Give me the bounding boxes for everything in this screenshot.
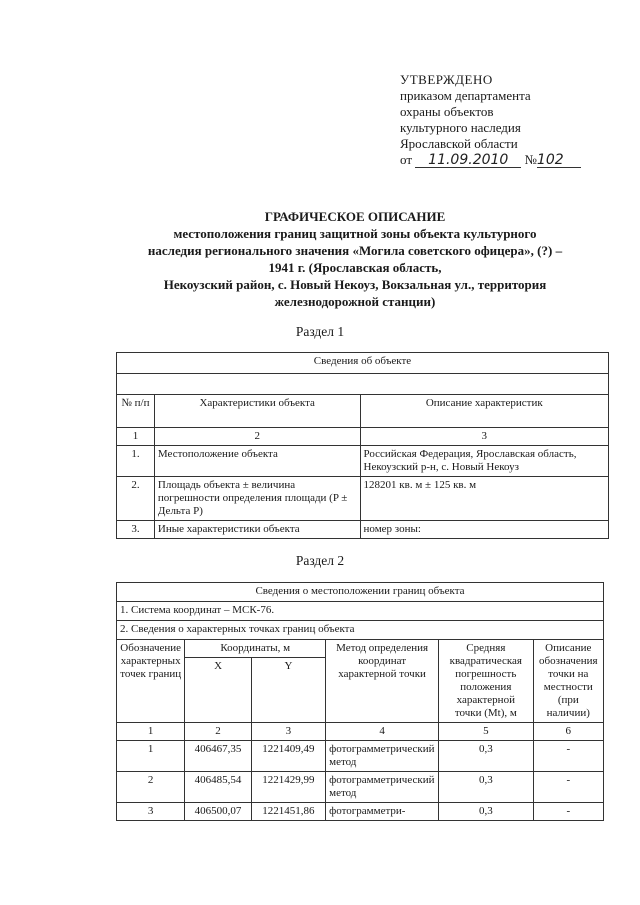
point-x: 406467,35 xyxy=(185,741,251,772)
handwritten-date: 11.09.2010 xyxy=(415,153,521,168)
point-id: 2 xyxy=(117,772,185,803)
spacer-cell xyxy=(117,374,609,395)
row-desc: Российская Федерация, Ярославская область, Некоузский р-н, с. Новый Некоуз xyxy=(360,446,608,477)
index-cell: 4 xyxy=(326,723,439,741)
index-cell: 2 xyxy=(185,723,251,741)
section-2-heading: Раздел 2 xyxy=(295,553,345,568)
points-caption: 2. Сведения о характерных точках границ объекта xyxy=(117,621,604,640)
approval-line: культурного наследия xyxy=(400,120,521,135)
index-cell: 6 xyxy=(533,723,603,741)
point-y: 1221429,99 xyxy=(251,772,325,803)
point-method: фотограмметри- xyxy=(326,803,439,821)
boundary-caption: Сведения о местоположении границ объекта xyxy=(117,583,604,602)
header-error: Средняя квадратическая погрешность положения характерной точки (Mt), м xyxy=(439,640,534,723)
point-x: 406485,54 xyxy=(185,772,251,803)
handwritten-number: 102 xyxy=(537,153,581,168)
point-y: 1221451,86 xyxy=(251,803,325,821)
point-mt: 0,3 xyxy=(439,803,534,821)
boundary-points-table xyxy=(116,582,604,821)
point-id: 3 xyxy=(117,803,185,821)
index-cell: 1 xyxy=(117,428,155,446)
title-line: местоположения границ защитной зоны объекта культурного xyxy=(173,226,537,241)
row-num: 2. xyxy=(117,477,155,521)
point-mt: 0,3 xyxy=(439,772,534,803)
table-caption-row xyxy=(117,583,604,602)
header-char: Характеристики объекта xyxy=(154,395,360,428)
header-num: № п/п xyxy=(117,395,155,428)
approval-block xyxy=(400,72,581,168)
approval-line: приказом департамента xyxy=(400,88,531,103)
table-index-row xyxy=(117,428,609,446)
table-row xyxy=(117,772,604,803)
number-label: № xyxy=(524,152,537,167)
table-caption-row xyxy=(117,353,609,374)
section-1-heading: Раздел 1 xyxy=(295,324,345,339)
header-method: Метод определения координат характерной точки xyxy=(326,640,439,723)
index-cell: 3 xyxy=(360,428,608,446)
table-row xyxy=(117,477,609,521)
header-desc: Описание обозначения точки на местности (при наличии) xyxy=(533,640,603,723)
table-coord-system-row xyxy=(117,602,604,621)
document-title xyxy=(100,208,610,310)
row-desc: номер зоны: xyxy=(360,521,608,539)
table-header-row xyxy=(117,395,609,428)
table-row xyxy=(117,446,609,477)
point-method: фотограмметрический метод xyxy=(326,741,439,772)
header-designation: Обозначение характерных точек границ xyxy=(117,640,185,723)
header-y: Y xyxy=(251,658,325,723)
row-num: 3. xyxy=(117,521,155,539)
title-line: 1941 г. (Ярославская область, xyxy=(268,260,442,275)
table-row xyxy=(117,741,604,772)
table-row xyxy=(117,803,604,821)
point-desc: - xyxy=(533,772,603,803)
title-line: ГРАФИЧЕСКОЕ ОПИСАНИЕ xyxy=(264,209,446,224)
from-label: от xyxy=(400,152,413,167)
header-desc: Описание характеристик xyxy=(360,395,608,428)
header-x: X xyxy=(185,658,251,723)
row-num: 1. xyxy=(117,446,155,477)
table-index-row xyxy=(117,723,604,741)
object-info-table xyxy=(116,352,609,539)
title-line: наследия регионального значения «Могила советского офицера», (?) – xyxy=(147,243,563,258)
point-x: 406500,07 xyxy=(185,803,251,821)
table-header-row xyxy=(117,640,604,658)
index-cell: 1 xyxy=(117,723,185,741)
point-desc: - xyxy=(533,803,603,821)
approval-line: охраны объектов xyxy=(400,104,494,119)
point-mt: 0,3 xyxy=(439,741,534,772)
point-id: 1 xyxy=(117,741,185,772)
index-cell: 3 xyxy=(251,723,325,741)
table-spacer-row xyxy=(117,374,609,395)
approval-order-line xyxy=(400,152,581,168)
title-line: Некоузский район, с. Новый Некоуз, Вокзальная ул., территория xyxy=(163,277,547,292)
table-row xyxy=(117,521,609,539)
title-line: железнодорожной станции) xyxy=(274,294,436,309)
index-cell: 5 xyxy=(439,723,534,741)
table-points-caption-row xyxy=(117,621,604,640)
row-char: Местоположение объекта xyxy=(154,446,360,477)
approval-line: Ярославской области xyxy=(400,136,518,151)
index-cell: 2 xyxy=(154,428,360,446)
object-info-caption: Сведения об объекте xyxy=(117,353,609,374)
point-y: 1221409,49 xyxy=(251,741,325,772)
row-char: Площадь объекта ± величина погрешности определения площади (P ± Дельта P) xyxy=(154,477,360,521)
coord-system: 1. Система координат – МСК-76. xyxy=(117,602,604,621)
row-desc: 128201 кв. м ± 125 кв. м xyxy=(360,477,608,521)
header-coords: Координаты, м xyxy=(185,640,326,658)
approval-heading: УТВЕРЖДЕНО xyxy=(400,72,493,87)
row-char: Иные характеристики объекта xyxy=(154,521,360,539)
point-method: фотограмметрический метод xyxy=(326,772,439,803)
point-desc: - xyxy=(533,741,603,772)
